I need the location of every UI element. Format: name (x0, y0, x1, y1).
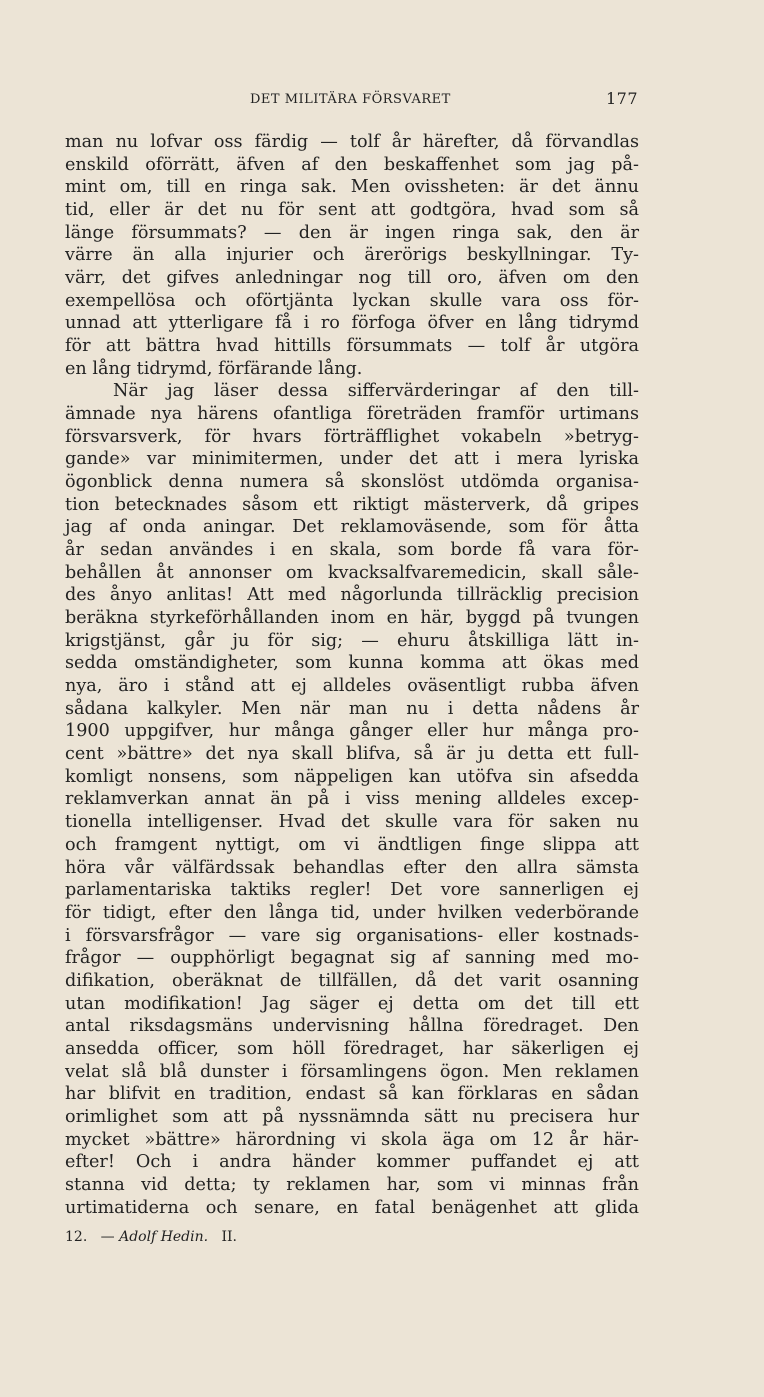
text-line: gande» var minimitermen, under det att i mera lyriska (65, 449, 639, 470)
text-line: enskild oförrätt, äfven af den beskaffenhet som jag på- (65, 154, 639, 175)
text-line: des ånyo anlitas! Att med någorlunda tillräcklig precision (65, 585, 639, 606)
text-line: sedda omständigheter, som kunna komma att ökas med (65, 653, 639, 674)
text-line: antal riksdagsmäns undervisning hållna föredraget. Den (65, 1016, 639, 1037)
text-line: velat slå blå dunster i församlingens ögon. Men reklamen (65, 1061, 639, 1082)
text-line: sådana kalkyler. Men när man nu i detta nådens år (65, 698, 639, 719)
text-line: man nu lofvar oss färdig — tolf år härefter, då förvandlas (65, 132, 639, 152)
text-line: och framgent nyttigt, om vi ändtligen finge slippa att (65, 834, 639, 855)
text-line: 1900 uppgifver, hur många gånger eller hur många pro- (65, 721, 639, 742)
text-line: för att bättra hvad hittills försummats — tolf år utgöra (65, 336, 639, 357)
text-line: cent »bättre» det nya skall blifva, så är ju detta ett full- (65, 744, 639, 765)
text-line: unnad att ytterligare få i ro förfoga öfver en lång tidrymd (65, 313, 639, 334)
text-line: När jag läser dessa siffervärderingar af den till- (113, 381, 639, 402)
text-line: år sedan användes i en skala, som borde få vara för- (65, 540, 639, 561)
text-line: urtimatiderna och senare, en fatal benägenhet att glida (65, 1197, 639, 1218)
text-line: i försvarsfrågor — vare sig organisations- eller kostnads- (65, 925, 639, 946)
text-line: tionella intelligenser. Hvad det skulle vara för saken nu (65, 812, 639, 833)
text-line: tion betecknades såsom ett riktigt mästerverk, då gripes (65, 494, 639, 515)
signature-volume: II. (221, 1229, 237, 1245)
text-line: nya, äro i stånd att ej alldeles oväsentligt rubba äfven (65, 676, 639, 697)
text-line: för tidigt, efter den långa tid, under hvilken vederbörande (65, 902, 639, 923)
text-line: stanna vid detta; ty reklamen har, som vi minnas från (65, 1174, 639, 1195)
text-line: komligt nonsens, som näppeligen kan utöfva sin afsedda (65, 766, 639, 787)
text-line: tid, eller är det nu för sent att godtgöra, hvad som så (65, 200, 639, 221)
text-line: länge försummats? — den är ingen ringa sak, den är (65, 222, 639, 243)
signature-dash: — (100, 1229, 115, 1245)
text-line: parlamentariska taktiks regler! Det vore sannerligen ej (65, 880, 639, 901)
signature-author: Adolf Hedin. (119, 1229, 209, 1245)
text-line: difikation, oberäknat de tillfällen, då det varit osanning (65, 970, 639, 991)
text-line: utan modifikation! Jag säger ej detta om det till ett (65, 993, 639, 1014)
text-line: beräkna styrkeförhållanden inom en här, byggd på tvungen (65, 608, 639, 629)
text-line: mint om, till en ringa sak. Men ovissheten: är det ännu (65, 177, 639, 198)
signature-number: 12. (65, 1229, 88, 1245)
text-line: jag af onda aningar. Det reklamoväsende, som för åtta (65, 517, 639, 538)
text-line: har blifvit en tradition, endast så kan förklaras en sådan (65, 1084, 639, 1105)
text-line: värre än alla injurier och ärerörigs beskyllningar. Ty- (65, 245, 639, 266)
text-line: ämnade nya härens ofantliga företräden framför urtimans (65, 404, 639, 425)
text-line: krigstjänst, går ju för sig; — ehuru åtskilliga lätt in- (65, 630, 639, 651)
text-line: frågor — oupphörligt begagnat sig af sanning med mo- (65, 948, 639, 969)
text-line: reklamverkan annat än på i viss mening alldeles excep- (65, 789, 639, 810)
text-line: ögonblick denna numera så skonslöst utdömda organisa- (65, 472, 639, 493)
text-line: höra vår välfärdssak behandlas efter den allra sämsta (65, 857, 639, 878)
text-line: värr, det gifves anledningar nog till oro, äfven om den (65, 268, 639, 289)
text-line: mycket »bättre» härordning vi skola äga om 12 år här- (65, 1129, 639, 1150)
text-line: en lång tidrymd, förfärande lång. (65, 358, 363, 379)
signature-footer (65, 1229, 237, 1245)
text-line: efter! Och i andra händer kommer puffandet ej att (65, 1152, 639, 1173)
text-line: ansedda officer, som höll föredraget, har säkerligen ej (65, 1038, 639, 1059)
running-head: DET MILITÄRA FÖRSVARET (250, 92, 451, 107)
page-number: 177 (605, 89, 638, 108)
text-line: exempellösa och oförtjänta lyckan skulle vara oss för- (65, 290, 639, 311)
text-line: behållen åt annonser om kvacksalfvaremedicin, skall såle- (65, 562, 639, 583)
text-line: orimlighet som att på nyssnämnda sätt nu precisera hur (65, 1106, 639, 1127)
text-line: försvarsverk, för hvars förträfflighet vokabeln »betryg- (65, 426, 639, 447)
body-text (65, 131, 639, 1219)
